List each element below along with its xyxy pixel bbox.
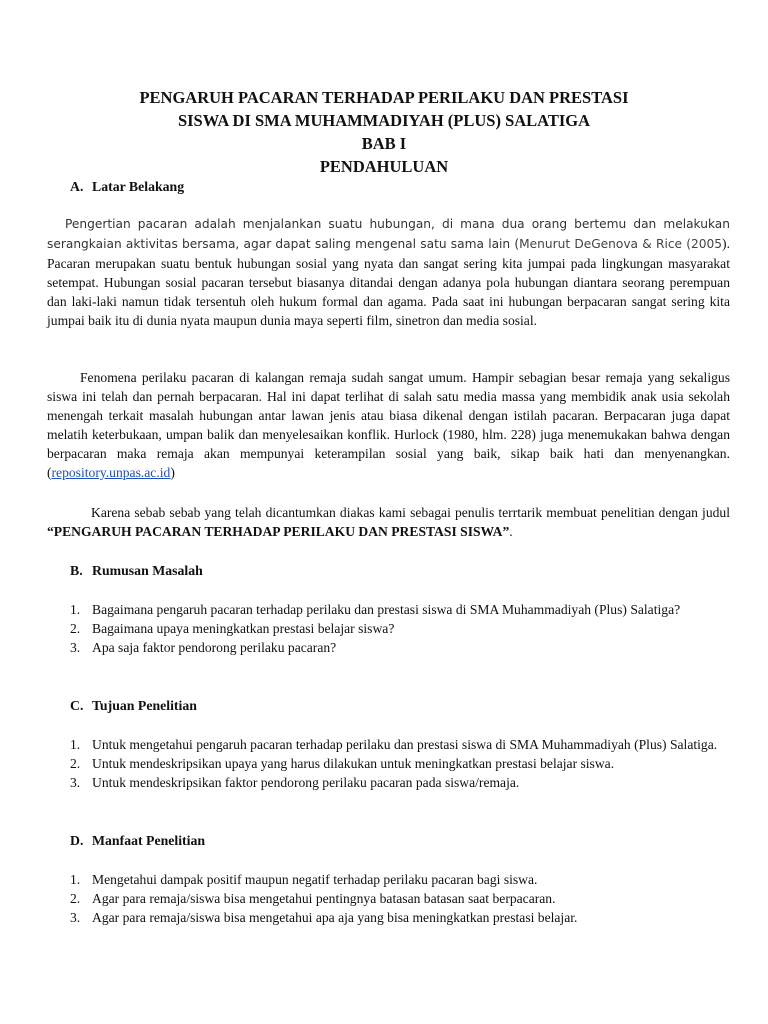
paragraph-latar-3 (47, 503, 730, 541)
list-text: Bagaimana upaya meningkatkan prestasi belajar siswa? (92, 621, 395, 636)
list-item (70, 773, 730, 792)
section-label: Tujuan Penelitian (92, 698, 197, 713)
list-text: Apa saja faktor pendorong perilaku pacaran? (92, 640, 337, 655)
section-heading-d (70, 831, 205, 850)
list-number: 1. (70, 872, 81, 887)
paragraph-close: ) (170, 465, 175, 480)
list-number: 2. (70, 756, 81, 771)
list-text: Mengetahui dampak positif maupun negatif terhadap perilaku pacaran bagi siswa. (92, 872, 538, 887)
list-text: Untuk mendeskripsikan upaya yang harus dilakukan untuk meningkatkan prestasi belajar siswa. (92, 756, 615, 771)
list-item (70, 754, 730, 773)
section-label: Rumusan Masalah (92, 563, 203, 578)
title-line-3: BAB I (361, 134, 407, 153)
tujuan-list (70, 735, 730, 792)
list-number: 2. (70, 891, 81, 906)
paragraph-lead: Pengertian pacaran adalah menjalankan suatu hubungan, di mana dua orang bertemu dan melakukan serangkaian aktivitas bersama, agar dapat saling mengenal satu sama lain ( (47, 217, 730, 251)
list-number: 3. (70, 640, 81, 655)
paragraph-latar-2 (47, 368, 730, 482)
citation: Menurut DeGenova & Rice (2005 (519, 237, 723, 251)
rumusan-list (70, 600, 730, 657)
list-text: Untuk mengetahui pengaruh pacaran terhadap perilaku dan prestasi siswa di SMA Muhammadiyah (Plus) Salatiga. (92, 737, 718, 752)
title-line-1: PENGARUH PACARAN TERHADAP PERILAKU DAN PRESTASI (139, 88, 629, 107)
list-text: Agar para remaja/siswa bisa mengetahui apa aja yang bisa meningkatkan prestasi belajar. (92, 910, 578, 925)
paragraph-latar-1 (47, 214, 730, 330)
list-item (70, 889, 730, 908)
list-item (70, 908, 730, 927)
section-label: Latar Belakang (92, 179, 185, 194)
list-number: 3. (70, 910, 81, 925)
repository-link[interactable]: repository.unpas.ac.id (51, 465, 171, 480)
list-number: 2. (70, 621, 81, 636)
list-text: Bagaimana pengaruh pacaran terhadap perilaku dan prestasi siswa di SMA Muhammadiyah (Plus) Salatiga? (92, 602, 681, 617)
section-heading-b (70, 561, 203, 580)
list-item (70, 870, 730, 889)
list-number: 1. (70, 737, 81, 752)
section-letter: C. (70, 698, 84, 713)
paragraph-body: ). Pacaran merupakan suatu bentuk hubungan sosial yang nyata dan sangat sering kita jumpai pada lingkungan masyarakat setempat. Hubungan sosial pacaran tersebut biasanya ditandai dengan adanya pola hubungan diantara seorang perempuan dan laki-laki namun tidak tersentuh oleh hukum formal dan agama. Pada saat ini hubungan berpacaran sangat sering kita jumpai baik itu di dunia nyata maupun dunia maya seperti film, sinetron dan media sosial. (47, 236, 730, 328)
section-letter: D. (70, 833, 84, 848)
list-item (70, 638, 730, 657)
paragraph-body: Fenomena perilaku pacaran di kalangan remaja sudah sangat umum. Hampir sebagian besar remaja yang sekaligus siswa ini telah dan pernah berpacaran. Hal ini dapat terlihat di salah satu media massa yang membidik anak usia sekolah menengah terkait masalah hubungan antar lawan jenis atau biasa dikenal dengan istilah pacaran. Berpacaran juga dapat melatih keterbukaan, umpan balik dan menyelesaikan konflik. Hurlock (1980, hlm. 228) juga menemukakan bahwa dengan berpacaran maka remaja akan mempunyai keterampilan sosial yang baik, sikap baik hati dan menyenangkan.( (47, 370, 730, 480)
title-line-2: SISWA DI SMA MUHAMMADIYAH (PLUS) SALATIGA (177, 111, 591, 130)
paragraph-body: Karena sebab sebab yang telah dicantumkan diakas kami sebagai penulis terrtarik membuat penelitian dengan judul (91, 505, 730, 520)
section-heading-c (70, 696, 197, 715)
list-item (70, 619, 730, 638)
manfaat-list (70, 870, 730, 927)
section-heading-a (70, 177, 184, 196)
research-title: “PENGARUH PACARAN TERHADAP PERILAKU DAN PRESTASI SISWA” (47, 524, 510, 539)
list-number: 1. (70, 602, 81, 617)
document-title (0, 86, 768, 178)
paragraph-end: . (509, 524, 513, 539)
section-label: Manfaat Penelitian (92, 833, 206, 848)
list-text: Untuk mendeskripsikan faktor pendorong perilaku pacaran pada siswa/remaja. (92, 775, 520, 790)
section-letter: A. (70, 179, 84, 194)
list-item (70, 600, 730, 619)
list-text: Agar para remaja/siswa bisa mengetahui pentingnya batasan batasan saat berpacaran. (92, 891, 556, 906)
title-line-4: PENDAHULUAN (319, 157, 449, 176)
list-number: 3. (70, 775, 81, 790)
section-letter: B. (70, 563, 83, 578)
list-item (70, 735, 730, 754)
